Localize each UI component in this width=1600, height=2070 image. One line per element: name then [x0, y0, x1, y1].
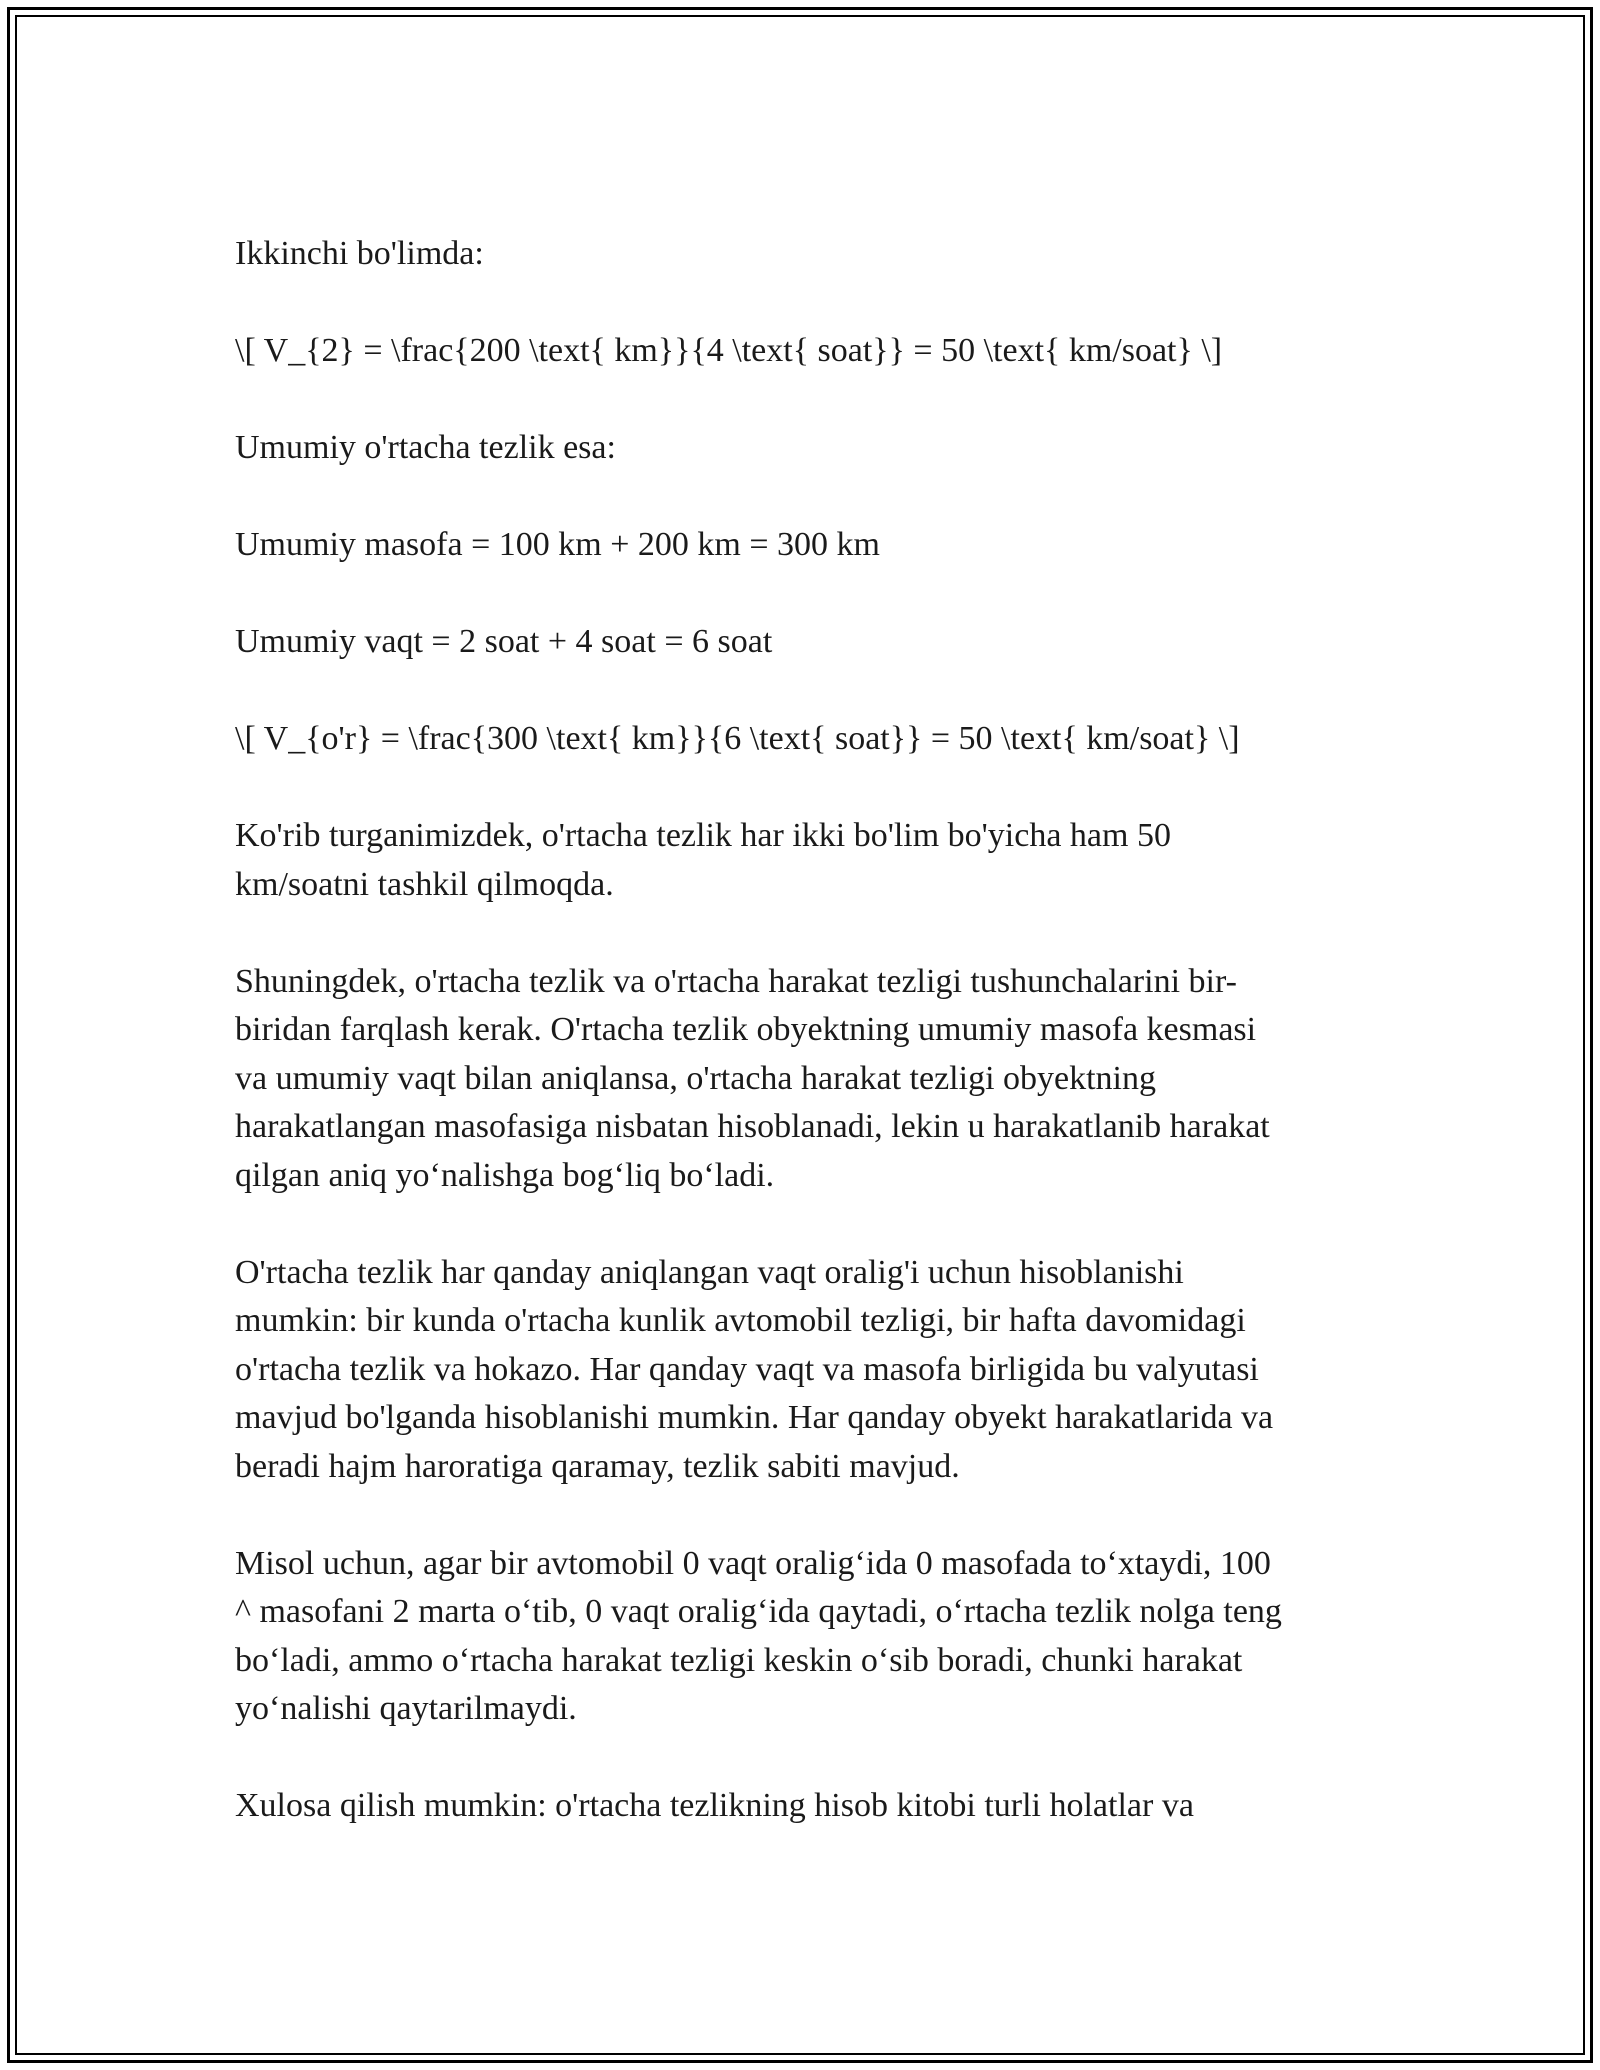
- paragraph-total-time: Umumiy vaqt = 2 soat + 4 soat = 6 soat: [235, 623, 773, 660]
- section-heading: Ikkinchi bo'limda:: [235, 235, 484, 272]
- paragraph-summary: Xulosa qilish mumkin: o'rtacha tezlikning hisob kitobi turli holatlar va: [235, 1787, 1194, 1824]
- paragraph-average-speed-intro: Umumiy o'rtacha tezlik esa:: [235, 429, 616, 466]
- document-body: [235, 230, 1375, 1879]
- paragraph-time-interval: O'rtacha tezlik har qanday aniqlangan vaqt oralig'i uchun hisoblanishi mumkin: bir kunda o'rtacha kunlik avtomobil tezligi, bir hafta davomidagi o'rtacha tezlik va hokazo. Har qanday vaqt va masofa birligida bu valyutasi mavjud bo'lganda hisoblanishi mumkin. Har qanday obyekt harakatlarida va beradi hajm haroratiga qaramay, tezlik sabiti mavjud.: [235, 1253, 1274, 1485]
- paragraph-conclusion-50: Ko'rib turganimizdek, o'rtacha tezlik har ikki bo'lim bo'yicha ham 50 km/soatni tashkil qilmoqda.: [235, 817, 1171, 903]
- paragraph-speed-distinction: Shuningdek, o'rtacha tezlik va o'rtacha harakat tezligi tushunchalarini bir- biridan farqlash kerak. O'rtacha tezlik obyektning umumiy masofa kesmasi va umumiy vaqt bilan aniqlansa, o'rtacha harakat tezligi obyektning harakatlangan masofasiga nisbatan hisoblanadi, lekin u harakatlanib harakat qilgan aniq yoʻnalishga bogʻliq boʻladi.: [235, 962, 1270, 1194]
- paragraph-example: Misol uchun, agar bir avtomobil 0 vaqt oraligʻida 0 masofada toʻxtaydi, 100 ^ masofani 2 marta oʻtib, 0 vaqt oraligʻida qaytadi, oʻrtacha tezlik nolga teng boʻladi, ammo oʻrtacha harakat tezligi keskin oʻsib boradi, chunki harakat yoʻnalishi qaytarilmaydi.: [235, 1544, 1282, 1727]
- paragraph-total-distance: Umumiy masofa = 100 km + 200 km = 300 km: [235, 526, 880, 563]
- formula-v-or: \[ V_{o'r} = \frac{300 \text{ km}}{6 \text{ soat}} = 50 \text{ km/soat} \]: [235, 720, 1240, 757]
- formula-v2: \[ V_{2} = \frac{200 \text{ km}}{4 \text{ soat}} = 50 \text{ km/soat} \]: [235, 332, 1223, 369]
